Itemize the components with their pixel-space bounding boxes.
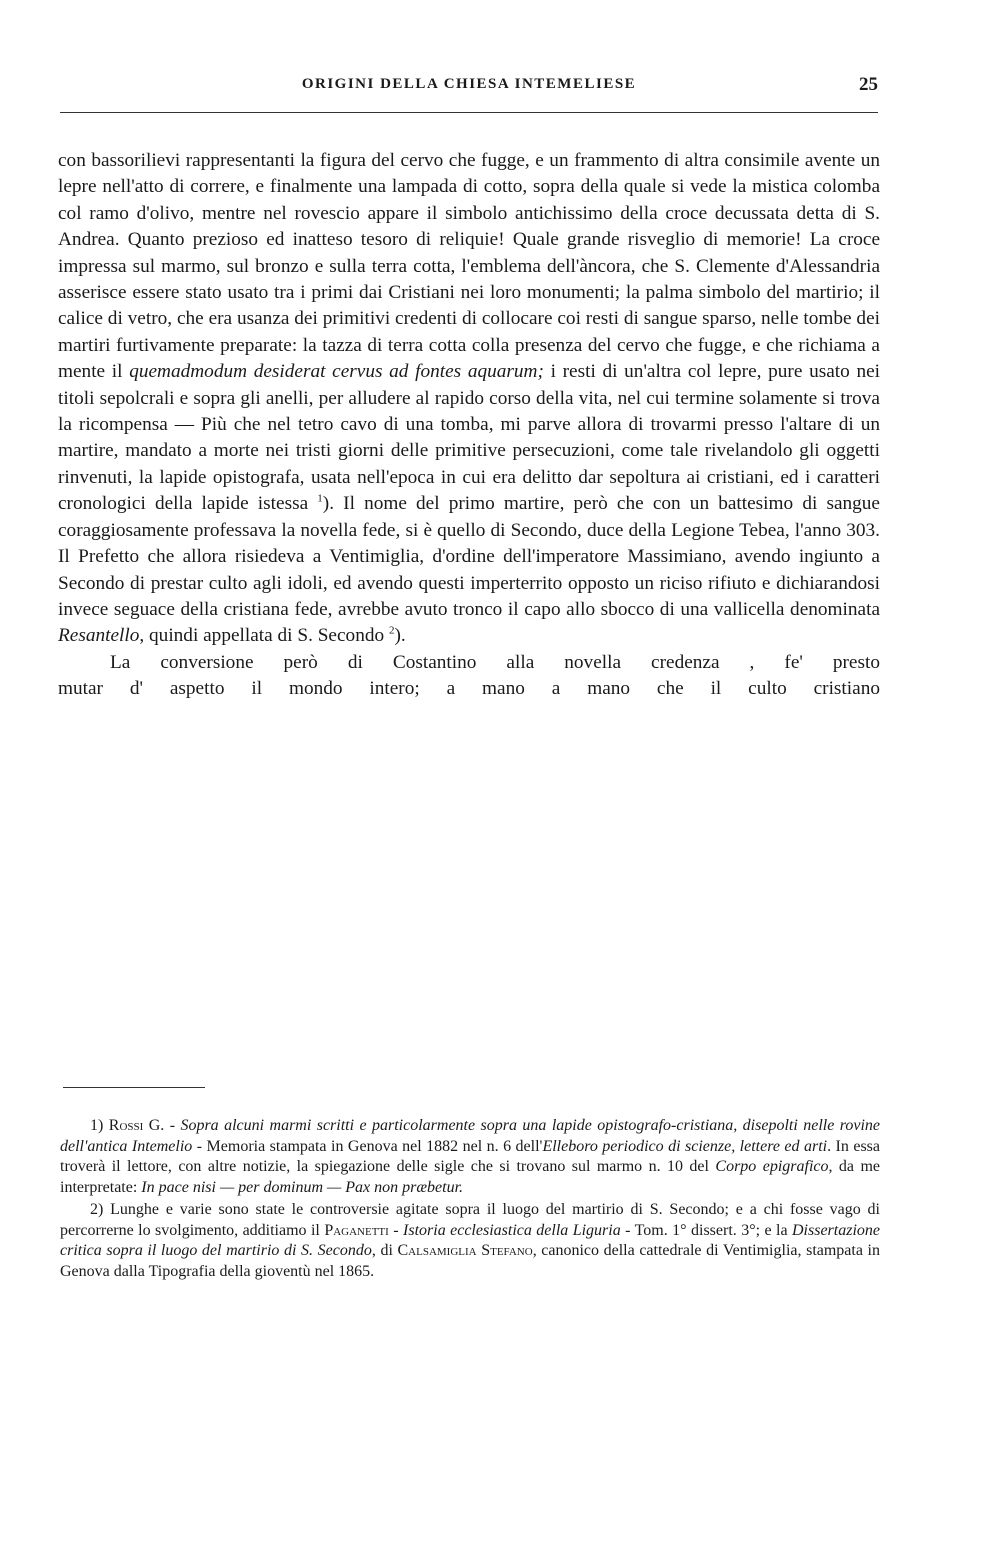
running-header [60, 76, 878, 104]
paragraph-2 [58, 650, 880, 703]
footnote-ref-2[interactable]: 2 [388, 624, 395, 637]
footnote-1-inscription: In pace nisi — per dominum — Pax non præbetur. [141, 1178, 464, 1196]
footnote-1-work-title: Sopra alcuni marmi scritti e particolarmente sopra una lapide opistografo-cristiana, disepolti nelle rovine dell'antica Intemelio [60, 1117, 881, 1155]
header-rule [60, 112, 878, 113]
footnote-2 [60, 1200, 880, 1282]
page-number: 25 [859, 74, 878, 95]
footnote-rule [63, 1087, 205, 1088]
paragraph-1-part-2: i resti di un'altra col lepre, pure usato nei titoli sepolcrali e sopra gli anelli, per alludere al rapido corso della vita, nel cui termine solamente si trova la ricompensa — Più che nel tetro cavo di una tomba, mi parve allora di trovarmi presso l'altare di un martire, mandato a morte nei tristi giorni delle primitive persecuzioni, come tale rivelandolo gli oggetti rinvenuti, la lapide opistografa, usata nell'epoca in cui era delitto dar sepoltura ai cristiani, ed i caratteri cronologici della lapide istessa [58, 361, 880, 515]
footnote-1-text-2: . In essa troverà il lettore, con altre notizie, la spiegazione delle sigle che si trovano sul marmo n. 10 del [60, 1137, 881, 1175]
paragraph-1-part-1: con bassorilievi rappresentanti la figura del cervo che fugge, e un frammento di altra consimile avente un lepre nell'atto di correre, e finalmente una lampada di cotto, sopra della quale si vede la mistica colomba col ramo d'olivo, mentre nel rovescio appare il simbolo antichissimo della croce decussata detta di S. Andrea. Quanto prezioso ed inatteso tesoro di reliquie! Quale grande risveglio di memorie! La croce impressa sul marmo, sul bronzo e sulla terra cotta, l'emblema dell'àncora, che S. Clemente d'Alessandria asserisce essere stato usato tra i primi dai Cristiani nei loro monumenti; la palma simbolo del martirio; il calice di vetro, che era usanza dei primitivi credenti di collocare coi resti di sangue sparso, nelle tombe dei martiri furtivamente preparate: la tazza di terra cotta colla presenza del cervo che fugge, e che richiama a mente il [58, 150, 880, 383]
footnote-1-journal: Elleboro periodico di scienze, lettere ed arti [542, 1137, 828, 1155]
paragraph-2-line-1: La conversione però di Costantino alla novella credenza , fe' presto [110, 651, 880, 673]
place-name: Resantello [58, 625, 140, 647]
footnote-2-number: 2) [90, 1201, 104, 1218]
footnote-1-author: Rossi G. [108, 1117, 165, 1134]
footnote-1-number: 1) [90, 1117, 104, 1134]
footnote-ref-1[interactable]: 1 [317, 492, 323, 505]
footnote-2-separator: - [388, 1221, 404, 1239]
footnote-1-separator: - [164, 1117, 181, 1134]
paragraph-1-part-3: ). Il nome del primo martire, però che con un battesimo di sangue coraggiosamente professava la novella fede, si è quello di Secondo, duce della Legione Tebea, l'anno 303. Il Prefetto che allora risiedeva a Ventimiglia, d'ordine dell'imperatore Massimiano, avendo ingiunto a Secondo di prestar culto agli idoli, ed avendo questi imperterrito opposto un riciso rifiuto e dichiarandosi invece seguace della cristiana fede, avrebbe avuto tronco il capo allo sbocco di una vallicella denominata [58, 493, 880, 620]
footnote-2-text-1: Lunghe e varie sono state le controversie agitate sopra il luogo del martirio di S. Secondo; e a chi fosse vago di percorrerne lo svolgimento, additiamo il [60, 1201, 880, 1239]
footnote-1-corpus: Corpo epigrafico [715, 1158, 829, 1175]
footnote-2-work-2: Dissertazione critica sopra il luogo del martirio di S. Secondo [60, 1221, 880, 1259]
footnote-2-text-4: , canonico della cattedrale di Ventimiglia, stampata in Genova dalla Tipografia della gioventù nel 1865. [60, 1242, 880, 1280]
main-text [58, 148, 880, 703]
footnote-1 [60, 1116, 880, 1198]
paragraph-1-part-4: , quindi appellata di S. Secondo [139, 625, 385, 647]
footnote-1-text-1: - Memoria stampata in Genova nel 1882 nel n. 6 dell' [192, 1137, 543, 1155]
running-title: ORIGINI DELLA CHIESA INTEMELIESE [301, 76, 637, 92]
paragraph-2-line-2: mutar d' aspetto il mondo intero; a mano a mano che il culto cristiano [58, 678, 880, 700]
footnote-2-author-2: Calsamiglia Stefano [397, 1242, 533, 1259]
paragraph-1-part-5: ). [394, 625, 406, 647]
footnote-1-text-3: , da me interpretate: [60, 1158, 880, 1196]
footnotes [60, 1116, 880, 1282]
footnote-2-text-3: , di [371, 1242, 398, 1259]
footnote-2-work-1: Istoria ecclesiastica della Liguria [403, 1221, 621, 1239]
latin-quote: quemadmodum desiderat cervus ad fontes aquarum; [129, 361, 544, 383]
footnote-2-author-1: Paganetti [324, 1221, 389, 1239]
paragraph-1 [58, 148, 880, 650]
footnote-2-text-2: - Tom. 1° dissert. 3°; e la [620, 1221, 792, 1239]
